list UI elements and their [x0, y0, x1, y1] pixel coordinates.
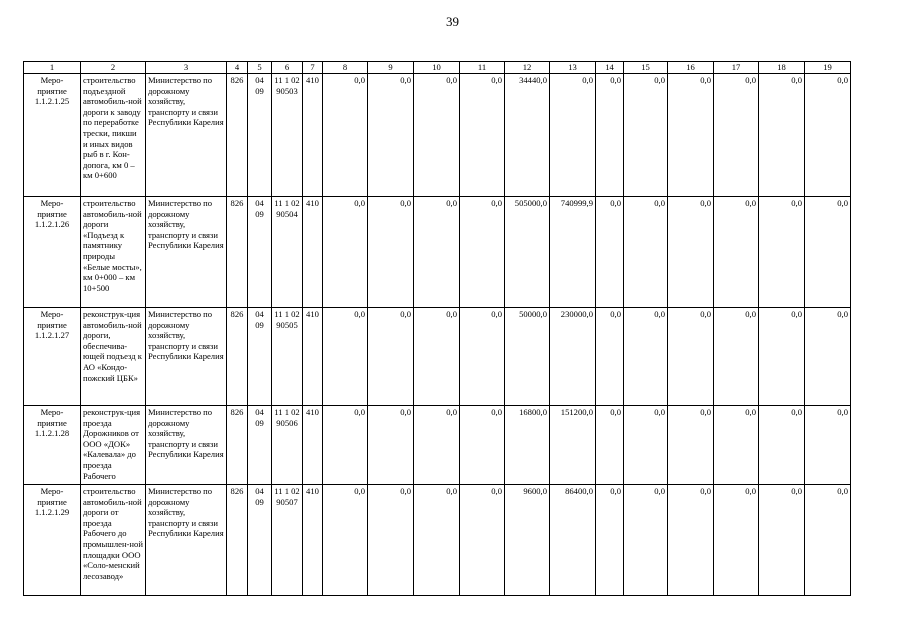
amount-cell: 0,0 [624, 406, 668, 485]
table-row [24, 74, 851, 197]
amount-cell: 0,0 [596, 308, 624, 406]
header-cell: 15 [624, 62, 668, 74]
measure-description-cell: строительство подъездной автомобиль-ной дороги к заводу по переработке трески, пикши и иных видов рыб в г. Кон-допога, км 0 – км 0+600 [81, 74, 146, 197]
table-row [24, 308, 851, 406]
header-cell: 3 [146, 62, 227, 74]
amount-cell: 0,0 [668, 74, 714, 197]
amount-cell: 505000,0 [505, 197, 550, 308]
amount-cell: 0,0 [805, 308, 851, 406]
amount-cell: 0,0 [805, 74, 851, 197]
amount-cell: 0,0 [414, 485, 460, 596]
header-cell: 8 [323, 62, 368, 74]
measure-id-cell: Меро- приятие 1.1.2.1.27 [24, 308, 81, 406]
section-cell: 04 09 [248, 197, 272, 308]
amount-cell: 0,0 [596, 197, 624, 308]
measure-id-cell: Меро- приятие 1.1.2.1.25 [24, 74, 81, 197]
header-cell: 17 [714, 62, 759, 74]
amount-cell: 0,0 [414, 308, 460, 406]
amount-cell: 0,0 [460, 485, 505, 596]
measure-id-cell: Меро- приятие 1.1.2.1.29 [24, 485, 81, 596]
responsible-org-cell: Министерство по дорожному хозяйству, транспорту и связи Республики Карелия [146, 308, 227, 406]
amount-cell: 230000,0 [550, 308, 596, 406]
header-cell: 18 [759, 62, 805, 74]
header-cell: 4 [227, 62, 248, 74]
amount-cell: 0,0 [368, 74, 414, 197]
amount-cell: 0,0 [323, 406, 368, 485]
amount-cell: 0,0 [460, 308, 505, 406]
table-row [24, 197, 851, 308]
target-article-cell: 11 1 02 90505 [272, 308, 303, 406]
target-article-cell: 11 1 02 90503 [272, 74, 303, 197]
amount-cell: 0,0 [414, 197, 460, 308]
header-cell: 13 [550, 62, 596, 74]
amount-cell: 151200,0 [550, 406, 596, 485]
amount-cell: 0,0 [714, 485, 759, 596]
header-cell: 10 [414, 62, 460, 74]
amount-cell: 0,0 [668, 485, 714, 596]
amount-cell: 0,0 [323, 74, 368, 197]
code-cell: 826 [227, 308, 248, 406]
header-cell: 2 [81, 62, 146, 74]
table-row [24, 406, 851, 485]
measure-description-cell: строительство автомобиль-ной дороги «Подъезд к памятнику природы «Белые мосты», км 0+000 – км 10+500 [81, 197, 146, 308]
header-cell: 7 [303, 62, 323, 74]
header-cell: 16 [668, 62, 714, 74]
amount-cell: 0,0 [759, 406, 805, 485]
responsible-org-cell: Министерство по дорожному хозяйству, транспорту и связи Республики Карелия [146, 74, 227, 197]
amount-cell: 0,0 [414, 74, 460, 197]
section-cell: 04 09 [248, 485, 272, 596]
target-article-cell: 11 1 02 90504 [272, 197, 303, 308]
amount-cell: 0,0 [759, 485, 805, 596]
header-cell: 5 [248, 62, 272, 74]
responsible-org-cell: Министерство по дорожному хозяйству, транспорту и связи Республики Карелия [146, 485, 227, 596]
header-cell: 14 [596, 62, 624, 74]
header-cell: 19 [805, 62, 851, 74]
amount-cell: 0,0 [550, 74, 596, 197]
section-cell: 04 09 [248, 74, 272, 197]
amount-cell: 16800,0 [505, 406, 550, 485]
expense-type-cell: 410 [303, 485, 323, 596]
amount-cell: 0,0 [714, 74, 759, 197]
measure-description-cell: реконструк-ция автомобиль-ной дороги, обеспечива-ющей подъезд к АО «Кондо-пожский ЦБК» [81, 308, 146, 406]
amount-cell: 0,0 [624, 197, 668, 308]
responsible-org-cell: Министерство по дорожному хозяйству, транспорту и связи Республики Карелия [146, 406, 227, 485]
amount-cell: 0,0 [668, 308, 714, 406]
responsible-org-cell: Министерство по дорожному хозяйству, транспорту и связи Республики Карелия [146, 197, 227, 308]
amount-cell: 0,0 [714, 308, 759, 406]
amount-cell: 0,0 [759, 197, 805, 308]
amount-cell: 0,0 [368, 406, 414, 485]
section-cell: 04 09 [248, 308, 272, 406]
amount-cell: 0,0 [596, 406, 624, 485]
code-cell: 826 [227, 74, 248, 197]
code-cell: 826 [227, 485, 248, 596]
header-cell: 12 [505, 62, 550, 74]
amount-cell: 0,0 [460, 74, 505, 197]
amount-cell: 0,0 [668, 406, 714, 485]
amount-cell: 0,0 [596, 485, 624, 596]
measure-id-cell: Меро- приятие 1.1.2.1.28 [24, 406, 81, 485]
amount-cell: 0,0 [624, 308, 668, 406]
expense-type-cell: 410 [303, 308, 323, 406]
amount-cell: 0,0 [805, 406, 851, 485]
amount-cell: 0,0 [759, 74, 805, 197]
amount-cell: 0,0 [805, 485, 851, 596]
amount-cell: 34440,0 [505, 74, 550, 197]
amount-cell: 0,0 [414, 406, 460, 485]
amount-cell: 0,0 [368, 485, 414, 596]
header-cell: 6 [272, 62, 303, 74]
amount-cell: 0,0 [805, 197, 851, 308]
section-cell: 04 09 [248, 406, 272, 485]
expense-type-cell: 410 [303, 406, 323, 485]
amount-cell: 9600,0 [505, 485, 550, 596]
amount-cell: 0,0 [624, 485, 668, 596]
amount-cell: 0,0 [759, 308, 805, 406]
budget-table [23, 61, 851, 596]
expense-type-cell: 410 [303, 74, 323, 197]
amount-cell: 0,0 [323, 197, 368, 308]
amount-cell: 740999,9 [550, 197, 596, 308]
amount-cell: 86400,0 [550, 485, 596, 596]
amount-cell: 0,0 [714, 406, 759, 485]
header-cell: 9 [368, 62, 414, 74]
amount-cell: 0,0 [714, 197, 759, 308]
code-cell: 826 [227, 197, 248, 308]
amount-cell: 0,0 [460, 406, 505, 485]
amount-cell: 50000,0 [505, 308, 550, 406]
table-row [24, 485, 851, 596]
measure-description-cell: строительство автомобиль-ной дороги от проезда Рабочего до промышлен-ной площадки ООО «Соло-менский лесозавод» [81, 485, 146, 596]
expense-type-cell: 410 [303, 197, 323, 308]
header-cell: 11 [460, 62, 505, 74]
code-cell: 826 [227, 406, 248, 485]
amount-cell: 0,0 [323, 308, 368, 406]
target-article-cell: 11 1 02 90506 [272, 406, 303, 485]
amount-cell: 0,0 [668, 197, 714, 308]
measure-description-cell: реконструк-ция проезда Дорожников от ООО «ДОК» «Калевала» до проезда Рабочего [81, 406, 146, 485]
amount-cell: 0,0 [460, 197, 505, 308]
amount-cell: 0,0 [624, 74, 668, 197]
header-row [24, 62, 851, 74]
amount-cell: 0,0 [368, 308, 414, 406]
amount-cell: 0,0 [368, 197, 414, 308]
amount-cell: 0,0 [323, 485, 368, 596]
header-cell: 1 [24, 62, 81, 74]
target-article-cell: 11 1 02 90507 [272, 485, 303, 596]
measure-id-cell: Меро- приятие 1.1.2.1.26 [24, 197, 81, 308]
page-number: 39 [446, 14, 459, 29]
amount-cell: 0,0 [596, 74, 624, 197]
